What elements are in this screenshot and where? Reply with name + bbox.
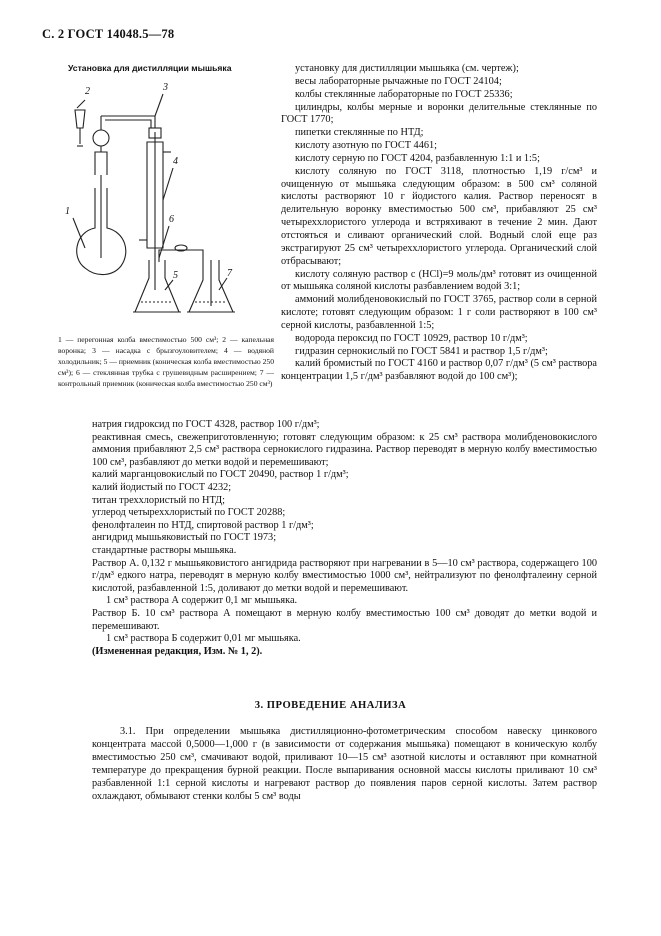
list-item: водорода пероксид по ГОСТ 10929, раствор 10 г/дм³; [295,332,528,344]
section-heading: 3. ПРОВЕДЕНИЕ АНАЛИЗА [254,700,407,711]
label-3: 3 [163,82,168,93]
distillation-apparatus-drawing [55,80,275,325]
label-7: 7 [227,268,232,279]
label-4: 4 [173,156,178,167]
reagent-list-column [281,63,597,384]
list-item: калий марганцовокислый по ГОСТ 20490, раствор 1 г/дм³; [92,469,349,481]
list-item: пипетки стеклянные по НТД; [295,127,424,139]
list-item: ангидрид мышьяковистый по ГОСТ 1973; [92,532,277,544]
reagent-list-full [92,419,597,658]
figure-caption: 1 — перегонная колба вместимостью 500 см³; 2 — капельная воронка; 3 — насадка с брызгоуловителем; 4 — водяной холодильник; 5 — приемник (коническая колба вместимостью 250 см³); 6 — стеклянная трубка с грушевидным расширением; 7 — контрольный приемник (коническая колба вместимостью 250 см³) [58,335,274,388]
list-item: кислоту соляную по ГОСТ 3118, плотностью 1,19 г/см³ и очищенную от мышьяка следующим образом: в 500 см³ соляной кислоты растворяют 10 г йодистого калия. Раствор переносят в делительную воронку вместимостью 500 см³, прибавляют 25 см³ четыреххлористого углерода и встряхивают в течение 2 мин. Дают отстояться и сливают органический слой. Водный слой еще раз экстрагируют 25 см³ четыреххлористого углерода. Органический слой отбрасывают; [281,165,597,267]
label-6: 6 [169,214,174,225]
list-item: калий йодистый по ГОСТ 4232; [92,481,232,493]
label-2: 2 [85,86,90,97]
list-item: колбы стеклянные лабораторные по ГОСТ 25336; [295,88,513,100]
label-1: 1 [65,206,70,217]
list-item: цилиндры, колбы мерные и воронки делительные стеклянные по ГОСТ 1770; [281,101,597,126]
list-item: титан треххлористый по НТД; [92,494,226,506]
list-item: аммоний молибденовокислый по ГОСТ 3765, раствор соли в серной кислоте; готовят следующим образом: 1 г соли растворяют в 100 см³ серной кислоты, разбавленной 1:5; [281,294,597,331]
list-item: углерод четыреххлористый по ГОСТ 20288; [92,507,286,519]
paragraph: 1 см³ раствора А содержит 0,1 мг мышьяка. [106,595,298,607]
paragraph: 1 см³ раствора Б содержит 0,01 мг мышьяка. [106,633,301,645]
list-item: натрия гидроксид по ГОСТ 4328, раствор 100 г/дм³; [92,419,320,430]
list-item: калий бромистый по ГОСТ 4160 и раствор 0,07 г/дм³ (5 см³ раствора концентрации 1,5 г/дм³ разбавляют водой до 100 см³); [281,358,597,383]
section-body [92,726,597,804]
paragraph: 3.1. При определении мышьяка дистилляционно-фотометрическим способом навеску цинкового концентрата массой 0,5000—1,000 г (в зависимости от содержания мышьяка) помещают в коническую колбу вместимостью 250 см³, смачивают водой, приливают 10—15 см³ азотной кислоты и оставляют при комнатной температуре до прекращения бурной реакции. После выпаривания основной массы кислоты приливают 10 см³ разбавленной 1:1 серной кислоты и нагревают раствор до появления паров серной кислоты. Затем раствор охлаждают, обмывают стенки колбы 5 см³ воды [92,726,597,802]
label-5: 5 [173,270,178,281]
page-header: С. 2 ГОСТ 14048.5—78 [42,27,175,41]
list-item: реактивная смесь, свежеприготовленную; готовят следующим образом: к 25 см³ раствора молибденовокислого аммония прибавляют 2,5 см³ раствора сернокислого гидразина. Раствор переводят в мерную колбу вместимостью 100 см³, разбавляют до метки водой и перемешивают; [92,431,597,468]
revision-note: (Измененная редакция, Изм. № 1, 2). [92,645,263,657]
list-item: гидразин сернокислый по ГОСТ 5841 и раствор 1,5 г/дм³; [295,345,548,357]
list-item: фенолфталеин по НТД, спиртовой раствор 1 г/дм³; [92,519,314,531]
list-item: весы лабораторные рычажные по ГОСТ 24104; [295,75,502,87]
paragraph-solution-b: Раствор Б. 10 см³ раствора А помещают в мерную колбу вместимостью 100 см³ доводят до метки водой и перемешивают. [92,607,597,632]
list-item: установку для дистилляции мышьяка (см. чертеж); [295,63,519,74]
list-item: кислоту серную по ГОСТ 4204, разбавленную 1:1 и 1:5; [295,152,540,164]
list-item: кислоту соляную раствор с (HCl)=9 моль/дм³ готовят из очищенной от мышьяка соляной кислоты разбавлением водой 3:1; [281,268,597,293]
list-item: стандартные растворы мышьяка. [92,544,237,556]
list-item: кислоту азотную по ГОСТ 4461; [295,140,438,152]
figure-title: Установка для дистилляции мышьяка [68,63,232,73]
paragraph-solution-a: Раствор А. 0,132 г мышьяковистого ангидрида растворяют при нагревании в 5—10 см³ раствора, содержащего 100 г/дм³ едкого натра, переводят в мерную колбу вместимостью 1000 см³, нейтрализуют по фенолфталеину серной кислотой, разбавленной 1:5, доливают до метки водой и перемешивают. [92,557,597,594]
